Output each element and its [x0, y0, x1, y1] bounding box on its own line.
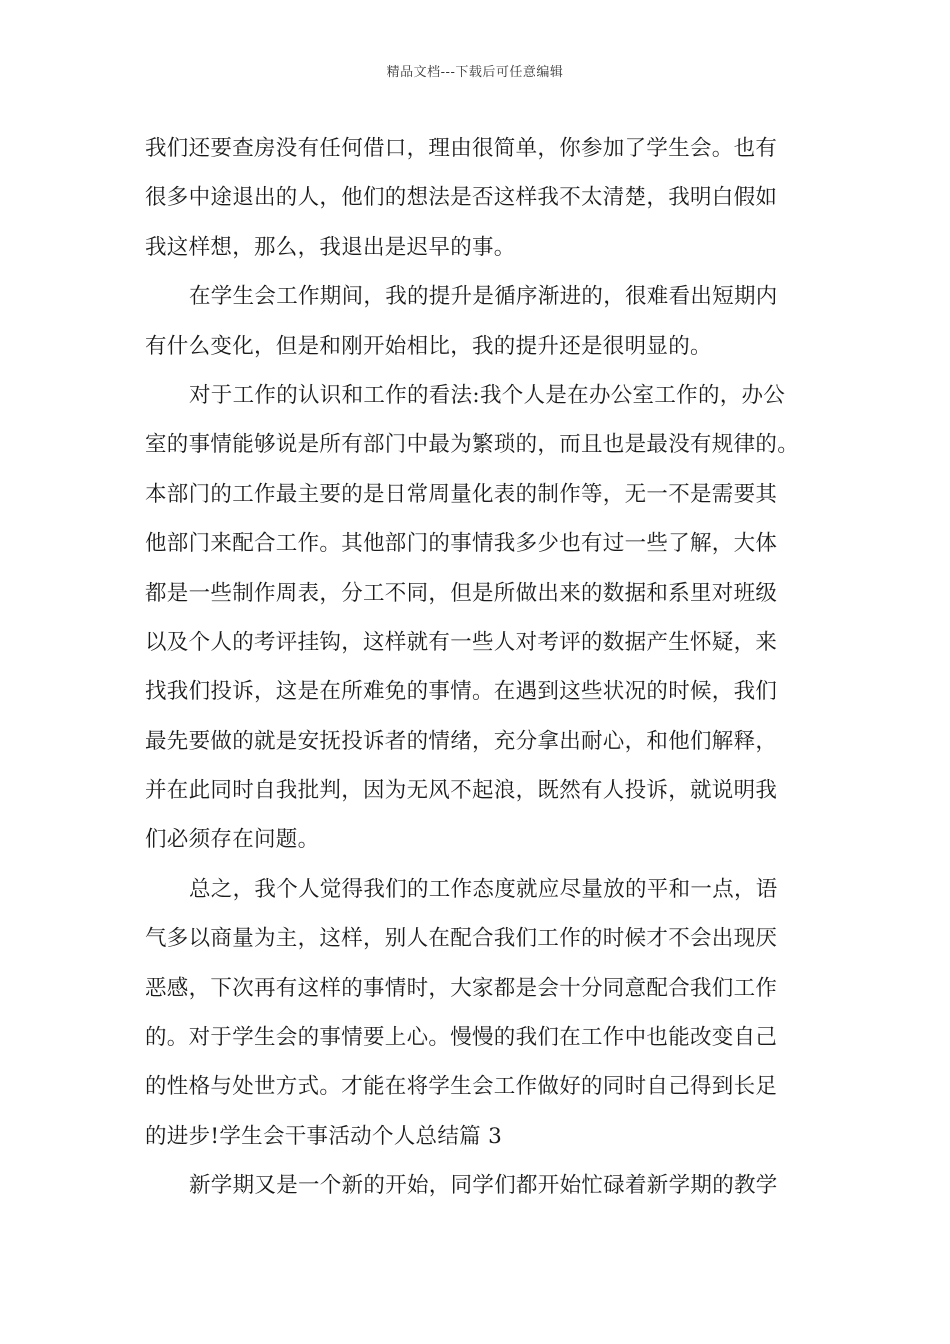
text-line: 最先要做的就是安抚投诉者的情绪，充分拿出耐心，和他们解释，	[145, 728, 778, 754]
paragraph-first-line: 新学期又是一个新的开始，同学们都开始忙碌着新学期的教学	[189, 1173, 778, 1199]
text-line: 本部门的工作最主要的是日常周量化表的制作等，无一不是需要其	[145, 481, 778, 507]
paragraph-first-line: 总之，我个人觉得我们的工作态度就应尽量放的平和一点，语	[189, 876, 778, 902]
text-line: 找我们投诉，这是在所难免的事情。在遇到这些状况的时候，我们	[145, 679, 778, 705]
text-line: 室的事情能够说是所有部门中最为繁琐的，而且也是最没有规律的。	[145, 432, 800, 458]
text-line: 有什么变化，但是和刚开始相比，我的提升还是很明显的。	[145, 333, 712, 359]
text-line: 的性格与处世方式。才能在将学生会工作做好的同时自己得到长足	[145, 1074, 778, 1100]
text-line: 的。对于学生会的事情要上心。慢慢的我们在工作中也能改变自己	[145, 1025, 778, 1051]
paragraph-first-line: 在学生会工作期间，我的提升是循序渐进的，很难看出短期内	[189, 284, 778, 310]
text-line: 的进步!学生会干事活动个人总结篇 3	[145, 1123, 503, 1149]
text-line: 很多中途退出的人，他们的想法是否这样我不太清楚，我明白假如	[145, 185, 778, 211]
text-line: 以及个人的考评挂钩，这样就有一些人对考评的数据产生怀疑，来	[145, 629, 778, 655]
text-line: 我这样想，那么，我退出是迟早的事。	[145, 234, 516, 260]
text-line: 并在此同时自我批判，因为无风不起浪，既然有人投诉，就说明我	[145, 778, 778, 804]
paragraph-first-line: 对于工作的认识和工作的看法:我个人是在办公室工作的，办公	[189, 382, 786, 408]
text-line: 气多以商量为主，这样，别人在配合我们工作的时候才不会出现厌	[145, 926, 778, 952]
text-line: 我们还要查房没有任何借口，理由很简单，你参加了学生会。也有	[145, 136, 778, 161]
text-line: 他部门来配合工作。其他部门的事情我多少也有过一些了解，大体	[145, 531, 778, 557]
text-line: 恶感，下次再有这样的事情时，大家都是会十分同意配合我们工作	[145, 975, 778, 1001]
text-line: 都是一些制作周表，分工不同，但是所做出来的数据和系里对班级	[145, 580, 778, 606]
document-body	[145, 124, 825, 1211]
text-line: 们必须存在问题。	[145, 827, 320, 853]
page-header: 精品文档---下载后可任意编辑	[386, 65, 564, 80]
